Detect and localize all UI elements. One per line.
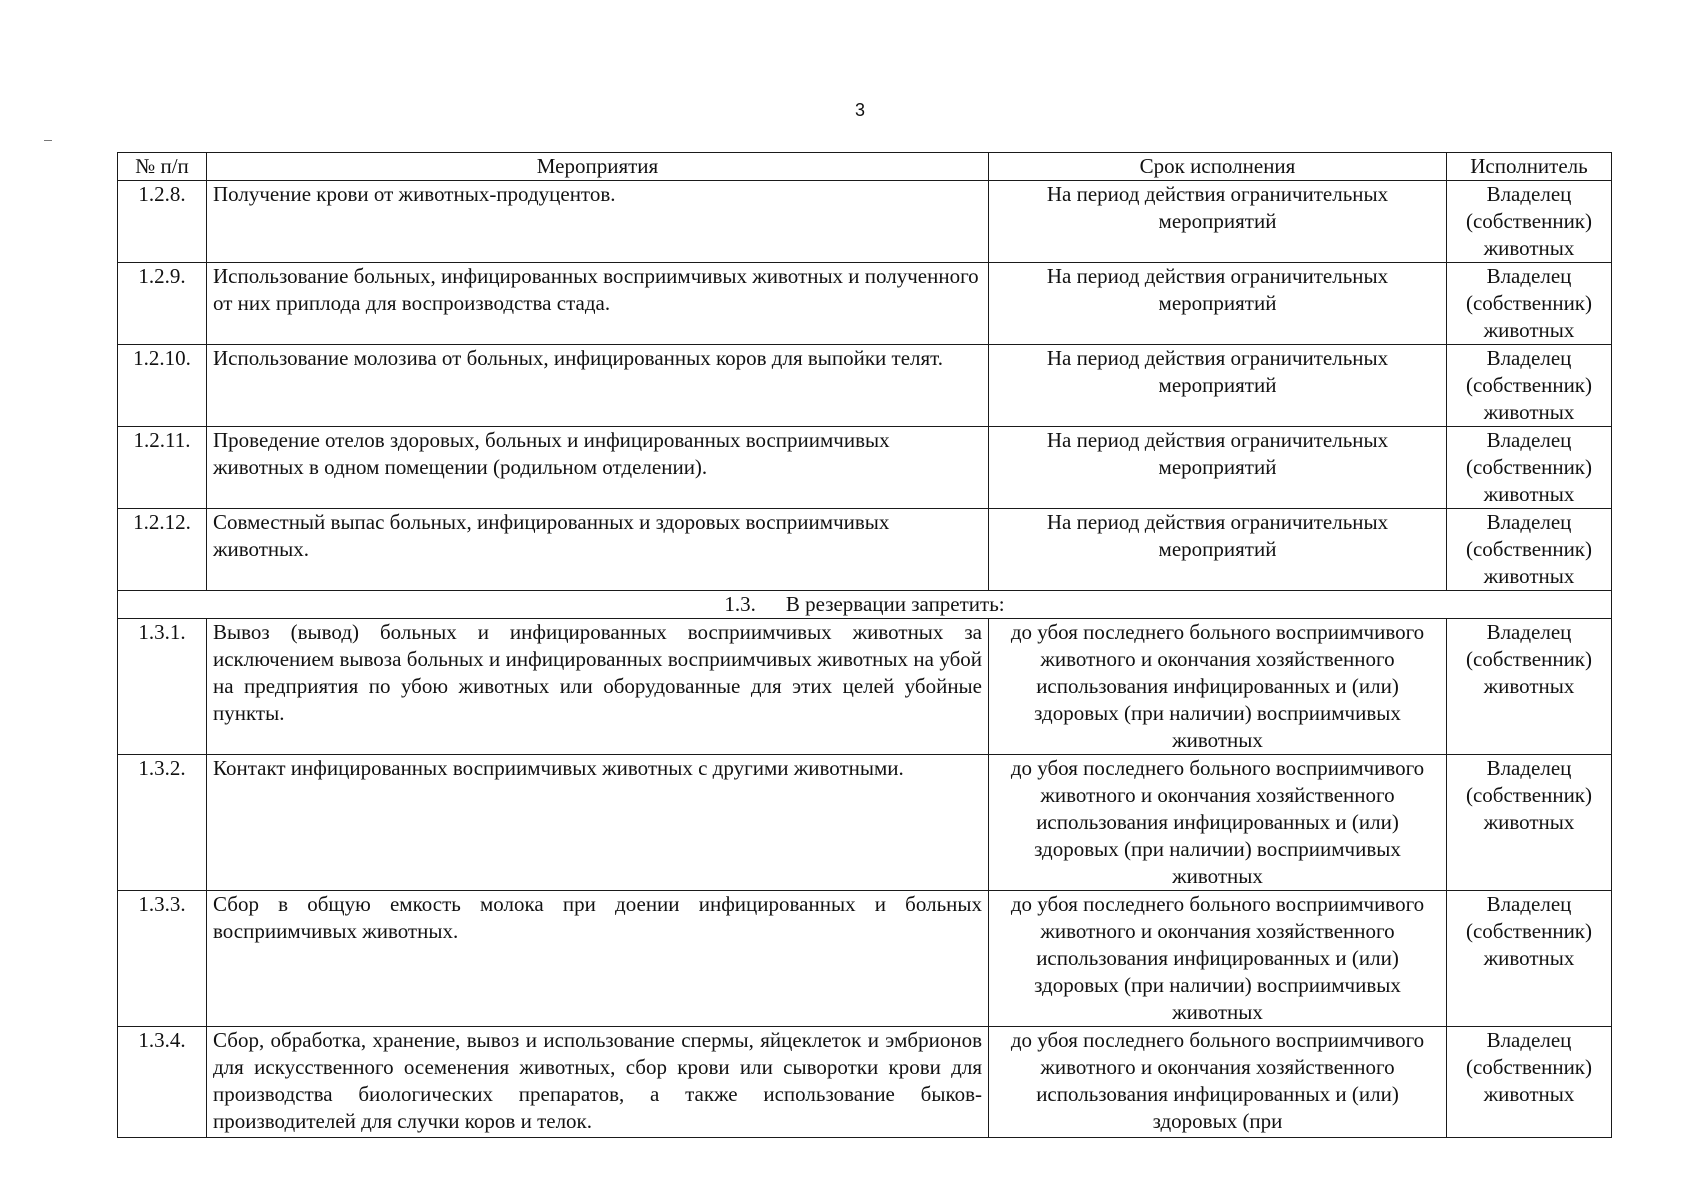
row-term: до убоя последнего больного восприимчивого животного и окончания хозяйственного использования инфицированных и (или) здоровых (при: [989, 1027, 1447, 1138]
page-number: 3: [854, 100, 865, 120]
table-row: [118, 345, 1612, 427]
scan-mark: [44, 140, 52, 141]
row-executor: Владелец (собственник) животных: [1447, 891, 1612, 1027]
row-number: 1.2.12.: [118, 509, 207, 591]
row-term: На период действия ограничительных мероприятий: [989, 509, 1447, 591]
table-row: [118, 1027, 1612, 1138]
row-activity: Вывоз (вывод) больных и инфицированных восприимчивых животных за исключением вывоза больных и инфицированных восприимчивых животных на убой на предприятия по убою животных или оборудованные для этих целей убойные пункты.: [207, 619, 989, 755]
table-row: [118, 755, 1612, 891]
table-row: [118, 619, 1612, 755]
table-row: [118, 509, 1612, 591]
table-header-row: [118, 153, 1612, 181]
table-row: [118, 263, 1612, 345]
row-activity: Проведение отелов здоровых, больных и инфицированных восприимчивых животных в одном помещении (родильном отделении).: [207, 427, 989, 509]
row-term: На период действия ограничительных мероприятий: [989, 181, 1447, 263]
row-activity: Использование больных, инфицированных восприимчивых животных и полученного от них приплода для воспроизводства стада.: [207, 263, 989, 345]
row-term: На период действия ограничительных мероприятий: [989, 345, 1447, 427]
table-row: [118, 891, 1612, 1027]
table-row: [118, 181, 1612, 263]
row-executor: Владелец (собственник) животных: [1447, 755, 1612, 891]
row-executor: Владелец (собственник) животных: [1447, 427, 1612, 509]
row-executor: Владелец (собственник) животных: [1447, 181, 1612, 263]
header-term: Срок исполнения: [989, 153, 1447, 181]
row-number: 1.2.11.: [118, 427, 207, 509]
section-number: 1.3.: [724, 592, 756, 616]
row-activity: Использование молозива от больных, инфицированных коров для выпойки телят.: [207, 345, 989, 427]
row-number: 1.3.4.: [118, 1027, 207, 1138]
row-executor: Владелец (собственник) животных: [1447, 263, 1612, 345]
row-activity: Совместный выпас больных, инфицированных и здоровых восприимчивых животных.: [207, 509, 989, 591]
row-term: На период действия ограничительных мероприятий: [989, 263, 1447, 345]
row-executor: Владелец (собственник) животных: [1447, 1027, 1612, 1138]
section-heading: [118, 591, 1612, 619]
row-activity: Контакт инфицированных восприимчивых животных с другими животными.: [207, 755, 989, 891]
row-executor: Владелец (собственник) животных: [1447, 619, 1612, 755]
table-row: [118, 427, 1612, 509]
row-term: На период действия ограничительных мероприятий: [989, 427, 1447, 509]
header-executor: Исполнитель: [1447, 153, 1612, 181]
row-number: 1.2.9.: [118, 263, 207, 345]
measures-table: [117, 152, 1612, 1138]
row-number: 1.3.2.: [118, 755, 207, 891]
row-term: до убоя последнего больного восприимчивого животного и окончания хозяйственного использования инфицированных и (или) здоровых (при наличии) восприимчивых животных: [989, 619, 1447, 755]
row-activity: Сбор в общую емкость молока при доении инфицированных и больных восприимчивых животных.: [207, 891, 989, 1027]
row-executor: Владелец (собственник) животных: [1447, 509, 1612, 591]
row-number: 1.2.10.: [118, 345, 207, 427]
row-term: до убоя последнего больного восприимчивого животного и окончания хозяйственного использования инфицированных и (или) здоровых (при наличии) восприимчивых животных: [989, 755, 1447, 891]
row-number: 1.2.8.: [118, 181, 207, 263]
header-activity: Мероприятия: [207, 153, 989, 181]
row-term: до убоя последнего больного восприимчивого животного и окончания хозяйственного использования инфицированных и (или) здоровых (при наличии) восприимчивых животных: [989, 891, 1447, 1027]
row-number: 1.3.3.: [118, 891, 207, 1027]
header-num: № п/п: [118, 153, 207, 181]
section-heading-row: [118, 591, 1612, 619]
row-activity: Получение крови от животных-продуцентов.: [207, 181, 989, 263]
row-number: 1.3.1.: [118, 619, 207, 755]
section-title: В резервации запретить:: [785, 592, 1005, 616]
row-executor: Владелец (собственник) животных: [1447, 345, 1612, 427]
row-activity: Сбор, обработка, хранение, вывоз и использование спермы, яйцеклеток и эмбрионов для искусственного осеменения животных, сбор крови или сыворотки крови для производства биологических препаратов, а также использование быков-производителей для случки коров и телок.: [207, 1027, 989, 1138]
